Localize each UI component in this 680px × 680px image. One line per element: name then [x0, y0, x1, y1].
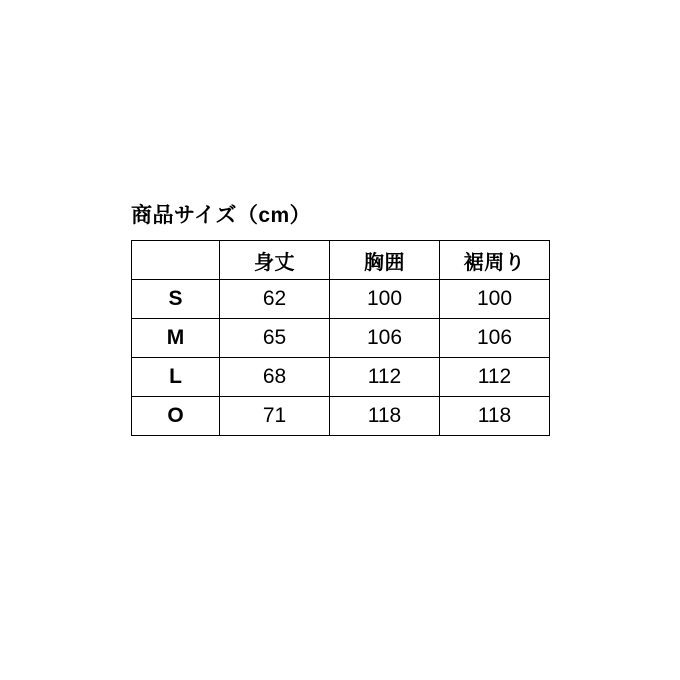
table-row: [132, 280, 550, 319]
table-cell: 118: [440, 397, 550, 436]
size-table: [131, 240, 550, 436]
table-cell: 62: [220, 280, 330, 319]
table-cell: 100: [440, 280, 550, 319]
table-corner-cell: [132, 241, 220, 280]
product-size-block: [131, 203, 549, 436]
table-row: [132, 358, 550, 397]
table-cell: 100: [330, 280, 440, 319]
table-body: [132, 280, 550, 436]
table-cell: 106: [440, 319, 550, 358]
table-row-label: L: [132, 358, 220, 397]
table-row: [132, 319, 550, 358]
table-header-row: [132, 241, 550, 280]
table-cell: 68: [220, 358, 330, 397]
table-column-header: 身丈: [220, 241, 330, 280]
table-header: [132, 241, 550, 280]
table-row-label: S: [132, 280, 220, 319]
table-column-header: 胸囲: [330, 241, 440, 280]
table-row-label: M: [132, 319, 220, 358]
table-row: [132, 397, 550, 436]
table-cell: 71: [220, 397, 330, 436]
table-column-header: 裾周り: [440, 241, 550, 280]
table-row-label: O: [132, 397, 220, 436]
table-cell: 118: [330, 397, 440, 436]
table-cell: 106: [330, 319, 440, 358]
page-title: 商品サイズ（cm）: [131, 204, 312, 227]
table-cell: 65: [220, 319, 330, 358]
table-cell: 112: [440, 358, 550, 397]
table-cell: 112: [330, 358, 440, 397]
